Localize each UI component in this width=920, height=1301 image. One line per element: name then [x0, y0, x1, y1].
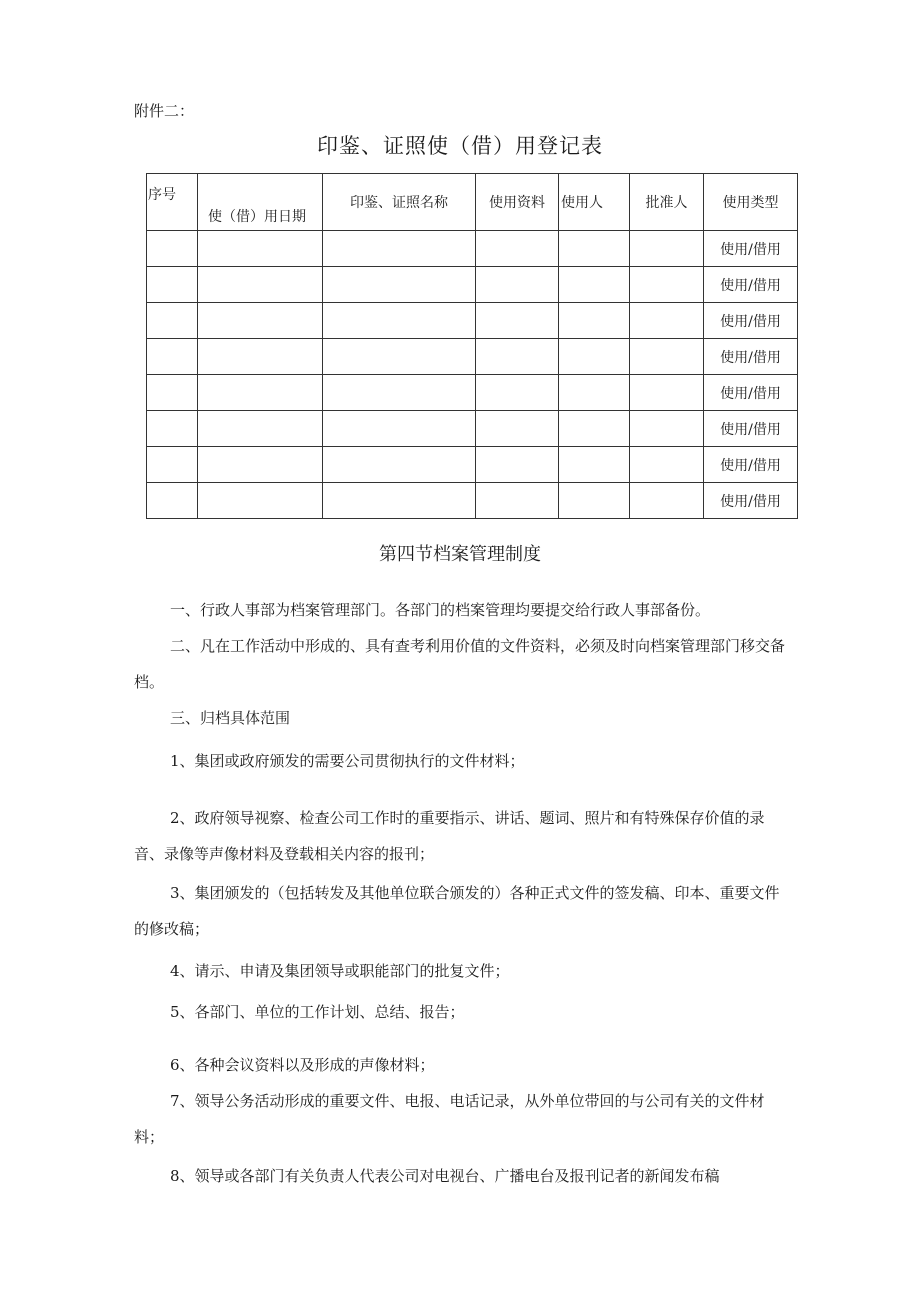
table-cell[interactable] — [559, 375, 630, 411]
table-cell[interactable] — [630, 483, 704, 519]
table-cell[interactable] — [147, 339, 198, 375]
table-row — [147, 231, 798, 267]
table-cell[interactable] — [147, 375, 198, 411]
paragraph: 二、凡在工作活动中形成的、具有查考利用价值的文件资料，必须及时向档案管理部门移交备档。 — [134, 637, 786, 691]
table-cell[interactable] — [559, 231, 630, 267]
table-cell[interactable] — [323, 447, 476, 483]
header-cell: 批准人 — [630, 174, 704, 231]
table-row — [147, 267, 798, 303]
table-cell[interactable] — [559, 483, 630, 519]
usage-type-cell[interactable]: 使用/借用 — [704, 267, 798, 303]
table-cell[interactable] — [198, 375, 323, 411]
table-cell[interactable] — [476, 447, 559, 483]
table-cell[interactable] — [147, 411, 198, 447]
table-cell[interactable] — [476, 411, 559, 447]
attachment-label: 附件二： — [134, 102, 195, 120]
paragraph: 7、领导公务活动形成的重要文件、电报、电话记录，从外单位带回的与公司有关的文件材料； — [134, 1092, 765, 1146]
table-cell[interactable] — [198, 411, 323, 447]
table-cell[interactable] — [476, 267, 559, 303]
paragraph: 一、行政人事部为档案管理部门。各部门的档案管理均要提交给行政人事部备份。 — [170, 601, 711, 619]
table-cell[interactable] — [630, 303, 704, 339]
table-cell[interactable] — [476, 375, 559, 411]
table-cell[interactable] — [630, 267, 704, 303]
table-cell[interactable] — [476, 231, 559, 267]
table-cell[interactable] — [559, 339, 630, 375]
table-cell[interactable] — [198, 339, 323, 375]
table-cell[interactable] — [476, 483, 559, 519]
table-cell[interactable] — [559, 447, 630, 483]
table-cell[interactable] — [198, 267, 323, 303]
table-row — [147, 303, 798, 339]
header-cell: 使用人 — [559, 174, 630, 231]
section-title: 第四节档案管理制度 — [379, 544, 541, 565]
table-cell[interactable] — [323, 303, 476, 339]
table-cell[interactable] — [630, 375, 704, 411]
table-cell[interactable] — [323, 339, 476, 375]
table-cell[interactable] — [198, 303, 323, 339]
usage-type-cell[interactable]: 使用/借用 — [704, 303, 798, 339]
paragraph: 1、集团或政府颁发的需要公司贯彻执行的文件材料； — [170, 752, 525, 770]
registration-table — [146, 173, 798, 519]
table-cell[interactable] — [147, 447, 198, 483]
table-cell[interactable] — [630, 339, 704, 375]
paragraph: 3、集团颁发的（包括转发及其他单位联合颁发的）各种正式文件的签发稿、印本、重要文件的修改稿； — [134, 884, 780, 938]
usage-type-cell[interactable]: 使用/借用 — [704, 411, 798, 447]
table-cell[interactable] — [559, 303, 630, 339]
table-cell[interactable] — [147, 483, 198, 519]
table-row — [147, 339, 798, 375]
header-cell: 使用类型 — [704, 174, 798, 231]
usage-type-cell[interactable]: 使用/借用 — [704, 375, 798, 411]
paragraph: 6、各种会议资料以及形成的声像材料； — [170, 1056, 435, 1074]
header-cell: 使用资料 — [476, 174, 559, 231]
table-cell[interactable] — [147, 303, 198, 339]
paragraph: 4、请示、申请及集团领导或职能部门的批复文件； — [170, 962, 510, 980]
table-cell[interactable] — [559, 411, 630, 447]
table-cell[interactable] — [323, 411, 476, 447]
header-cell: 使（借）用日期 — [198, 174, 323, 231]
usage-type-cell[interactable]: 使用/借用 — [704, 231, 798, 267]
table-cell[interactable] — [323, 267, 476, 303]
table-cell[interactable] — [630, 231, 704, 267]
table-cell[interactable] — [630, 447, 704, 483]
table-cell[interactable] — [476, 339, 559, 375]
usage-type-cell[interactable]: 使用/借用 — [704, 483, 798, 519]
table-cell[interactable] — [323, 231, 476, 267]
table-cell[interactable] — [198, 447, 323, 483]
usage-type-cell[interactable]: 使用/借用 — [704, 339, 798, 375]
table-title: 印鉴、证照使（借）用登记表 — [317, 134, 603, 158]
table-row — [147, 447, 798, 483]
table-cell[interactable] — [147, 267, 198, 303]
table-cell[interactable] — [147, 231, 198, 267]
paragraph: 5、各部门、单位的工作计划、总结、报告； — [170, 1003, 465, 1021]
header-cell: 序号 — [147, 174, 198, 231]
table-header-row — [147, 174, 798, 231]
paragraph: 三、归档具体范围 — [170, 709, 291, 727]
table-cell[interactable] — [630, 411, 704, 447]
usage-type-cell[interactable]: 使用/借用 — [704, 447, 798, 483]
header-cell: 印鉴、证照名称 — [323, 174, 476, 231]
paragraph: 2、政府领导视察、检查公司工作时的重要指示、讲话、题词、照片和有特殊保存价值的录音、录像等声像材料及登载相关内容的报刊； — [134, 809, 765, 863]
table-row — [147, 411, 798, 447]
table-row — [147, 483, 798, 519]
table-row — [147, 375, 798, 411]
table-cell[interactable] — [198, 483, 323, 519]
table-cell[interactable] — [323, 483, 476, 519]
table-cell[interactable] — [323, 375, 476, 411]
paragraph: 8、领导或各部门有关负责人代表公司对电视台、广播电台及报刊记者的新闻发布稿 — [170, 1167, 720, 1185]
table-cell[interactable] — [476, 303, 559, 339]
table-cell[interactable] — [198, 231, 323, 267]
table-cell[interactable] — [559, 267, 630, 303]
